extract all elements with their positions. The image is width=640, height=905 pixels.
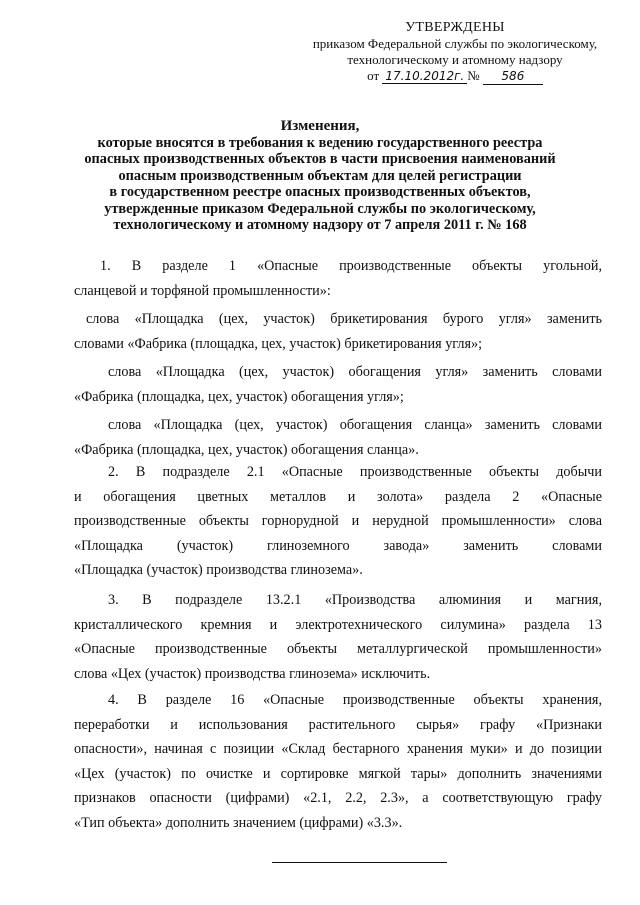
item-1	[74, 254, 602, 462]
item-line: и обогащения цветных металлов и золота» раздела 2 «Опасные	[74, 488, 602, 505]
approval-line-1: приказом Федеральной службы по экологическому,	[312, 36, 598, 51]
item-line: «Фабрика (площадка, цех, участок) обогащения угля»;	[74, 388, 404, 405]
item-line: «Цех (участок) по очистке и сортировке мягкой тары» дополнить значениями	[74, 765, 602, 782]
approval-date-line	[300, 68, 610, 85]
approval-line-2: технологическому и атомному надзору	[347, 52, 563, 67]
item-line: 2. В подразделе 2.1 «Опасные производственные объекты добычи	[108, 464, 602, 480]
item-line: опасности», начиная с позиции «Склад бестарного хранения муки» и до позиции	[74, 741, 602, 757]
document-title	[70, 118, 570, 234]
item-line: признаков опасности (цифрами) «2.1, 2.2, 2.3», а соответствующую графу	[74, 790, 602, 806]
title-line: утвержденные приказом Федеральной службы по экологическому,	[104, 200, 536, 217]
item-line: словами «Фабрика (площадка, цех, участок) брикетирования угля»;	[74, 335, 483, 352]
item-line: слова «Цех (участок) производства глинозема» исключить.	[74, 665, 431, 682]
item-line: «Опасные производственные объекты металлургической промышленности»	[74, 641, 602, 657]
title-line: опасных производственных объектов в части присвоения наименований	[84, 151, 556, 167]
bottom-divider	[272, 862, 447, 863]
from-label: от	[367, 68, 380, 83]
title-heading: Изменения,	[280, 118, 360, 134]
item-line: 3. В подразделе 13.2.1 «Производства алюминия и магния,	[108, 592, 602, 608]
item-line: кристаллического кремния и электротехнического силумина» раздела 13	[74, 616, 602, 633]
item-line: слова «Площадка (цех, участок) обогащения сланца» заменить словами	[108, 417, 602, 433]
item-3	[74, 588, 602, 686]
approval-block	[300, 20, 610, 85]
number-label: №	[467, 68, 480, 83]
item-line: сланцевой и торфяной промышленности»:	[74, 282, 331, 299]
title-line: опасным производственным объектам для целей регистрации	[118, 167, 522, 184]
item-line: «Тип объекта» дополнить значением (цифрами) «3.3».	[74, 814, 403, 831]
item-line: слова «Площадка (цех, участок) обогащения угля» заменить словами	[108, 364, 602, 380]
item-line: «Площадка (участок) производства глинозема».	[74, 562, 363, 578]
item-line: «Фабрика (площадка, цех, участок) обогащения сланца».	[74, 441, 419, 458]
handwritten-date: 17.10.2012г.	[382, 69, 467, 84]
item-line: «Площадка (участок) глиноземного завода» заменить словами	[74, 537, 602, 554]
title-line: в государственном реестре опасных производственных объектов,	[109, 184, 531, 200]
item-2	[74, 460, 602, 583]
approved-heading: УТВЕРЖДЕНЫ	[405, 20, 505, 35]
item-line: 4. В разделе 16 «Опасные производственные объекты хранения,	[108, 692, 602, 708]
item-line: переработки и использования растительного сырья» графу «Признаки	[74, 716, 602, 733]
item-line: 1. В разделе 1 «Опасные производственные объекты угольной,	[100, 258, 602, 274]
title-line: которые вносятся в требования к ведению государственного реестра	[97, 134, 543, 151]
title-line: технологическому и атомному надзору от 7 апреля 2011 г. № 168	[113, 217, 527, 233]
item-line: производственные объекты горнорудной и нерудной промышленности» слова	[74, 513, 602, 529]
item-line: слова «Площадка (цех, участок) брикетирования бурого угля» заменить	[86, 311, 602, 327]
item-4	[74, 688, 602, 835]
handwritten-number: 586	[483, 68, 543, 85]
